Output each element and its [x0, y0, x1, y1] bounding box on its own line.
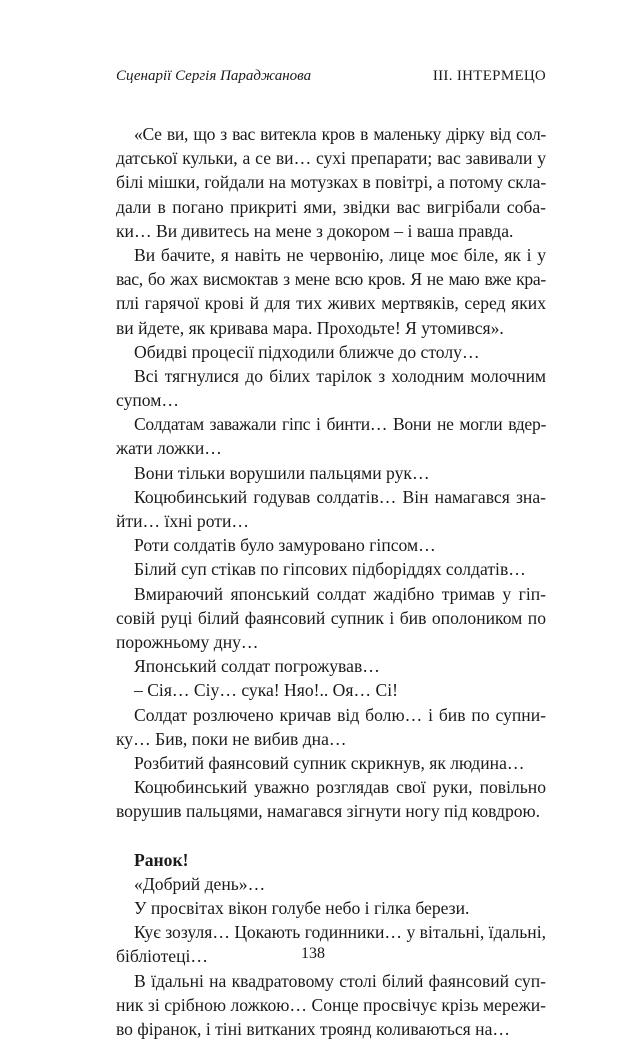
text-line: плі гарячої крові й для тих живих мертвяків, серед яких — [116, 293, 546, 314]
text-line: Розбитий фаянсовий супник скрикнув, як людина… — [134, 752, 525, 773]
text-line: дали в погано прикриті ями, звідки вас вигрібали соба- — [116, 196, 546, 217]
text-line: порожньому дну… — [116, 631, 259, 652]
section-break — [116, 823, 546, 847]
text-line: – Сія… Сіу… сука! Няо!.. Оя… Сі! — [134, 680, 398, 701]
text-line: бібліотеці… — [116, 946, 208, 967]
text-line: во фіранок, і тіні витканих троянд коливаються на… — [116, 1018, 510, 1039]
text-line: білі мішки, гойдали на мотузках в повітрі, а потому скла- — [116, 172, 547, 193]
text-line: «Се ви, що з вас витекла кров в маленьку дірку від сол- — [134, 124, 546, 144]
text-line: Білий суп стікав по гіпсових підборіддях солдатів… — [134, 559, 526, 580]
text-line: Вони тільки ворушили пальцями рук… — [134, 462, 430, 483]
text-line: Ви бачите, я навіть не червонію, лице моє біле, як і у — [134, 244, 546, 265]
text-line: ви йдете, як кривава мара. Проходьте! Я утомився». — [116, 317, 504, 338]
text-line: «Добрий день»… — [134, 873, 266, 894]
section-heading: Ранок! — [134, 849, 189, 870]
running-head-book-title: Сценарії Сергія Параджанова — [116, 68, 312, 84]
text-line: совій руці білий фаянсовий супник і бив ополоником по — [116, 607, 546, 628]
text-line: ки… Ви дивитесь на мене з докором – і ваша правда. — [116, 220, 514, 241]
text-line: Японський солдат погрожував… — [134, 656, 380, 677]
page-number: 138 — [301, 945, 325, 962]
text-line: датської кульки, а се ви… сухі препарати; вас завивали у — [116, 148, 546, 169]
text-line: Солдатам заважали гіпс і бинти… Вони не могли вдер- — [134, 414, 546, 435]
body-text — [116, 122, 546, 1041]
text-line: Обидві процесії підходили ближче до столу… — [134, 341, 480, 362]
text-line: Коцюбинський уважно розглядав свої руки, повільно — [134, 777, 546, 798]
text-line: У просвітах вікон голубе небо і гілка берези. — [134, 898, 470, 918]
text-line: ку… Бив, поки не вибив дна… — [116, 728, 347, 749]
text-line: вас, бо жах висмоктав з мене всю кров. Я не маю вже кра- — [116, 269, 546, 290]
running-head-section-title: III. ІНТЕРМЕЦО — [432, 68, 546, 84]
text-line: Коцюбинський годував солдатів… Він намагався зна- — [134, 486, 546, 507]
text-line: йти… їхні роти… — [116, 511, 249, 531]
text-line: Всі тягнулися до білих тарілок з холодним молочним — [134, 365, 546, 386]
text-line: Солдат розлючено кричав від болю… і бив по супни- — [134, 704, 546, 725]
text-line: супом… — [116, 390, 179, 411]
text-line: ник зі срібною ложкою… Сонце просвічує крізь мережи- — [116, 994, 546, 1015]
text-line: жати ложки… — [116, 438, 222, 459]
text-line: Роти солдатів було замуровано гіпсом… — [134, 535, 436, 556]
text-line: В їдальні на квадратовому столі білий фаянсовий суп- — [134, 970, 546, 991]
text-line: ворушив пальцями, намагався зігнути ногу під ковдрою. — [116, 801, 541, 822]
text-line: Вмираючий японський солдат жадібно тримав у гіп- — [134, 583, 546, 604]
running-head — [116, 66, 546, 86]
text-line: Кує зозуля… Цокають годинники… у вітальні, їдальні, — [134, 922, 546, 943]
